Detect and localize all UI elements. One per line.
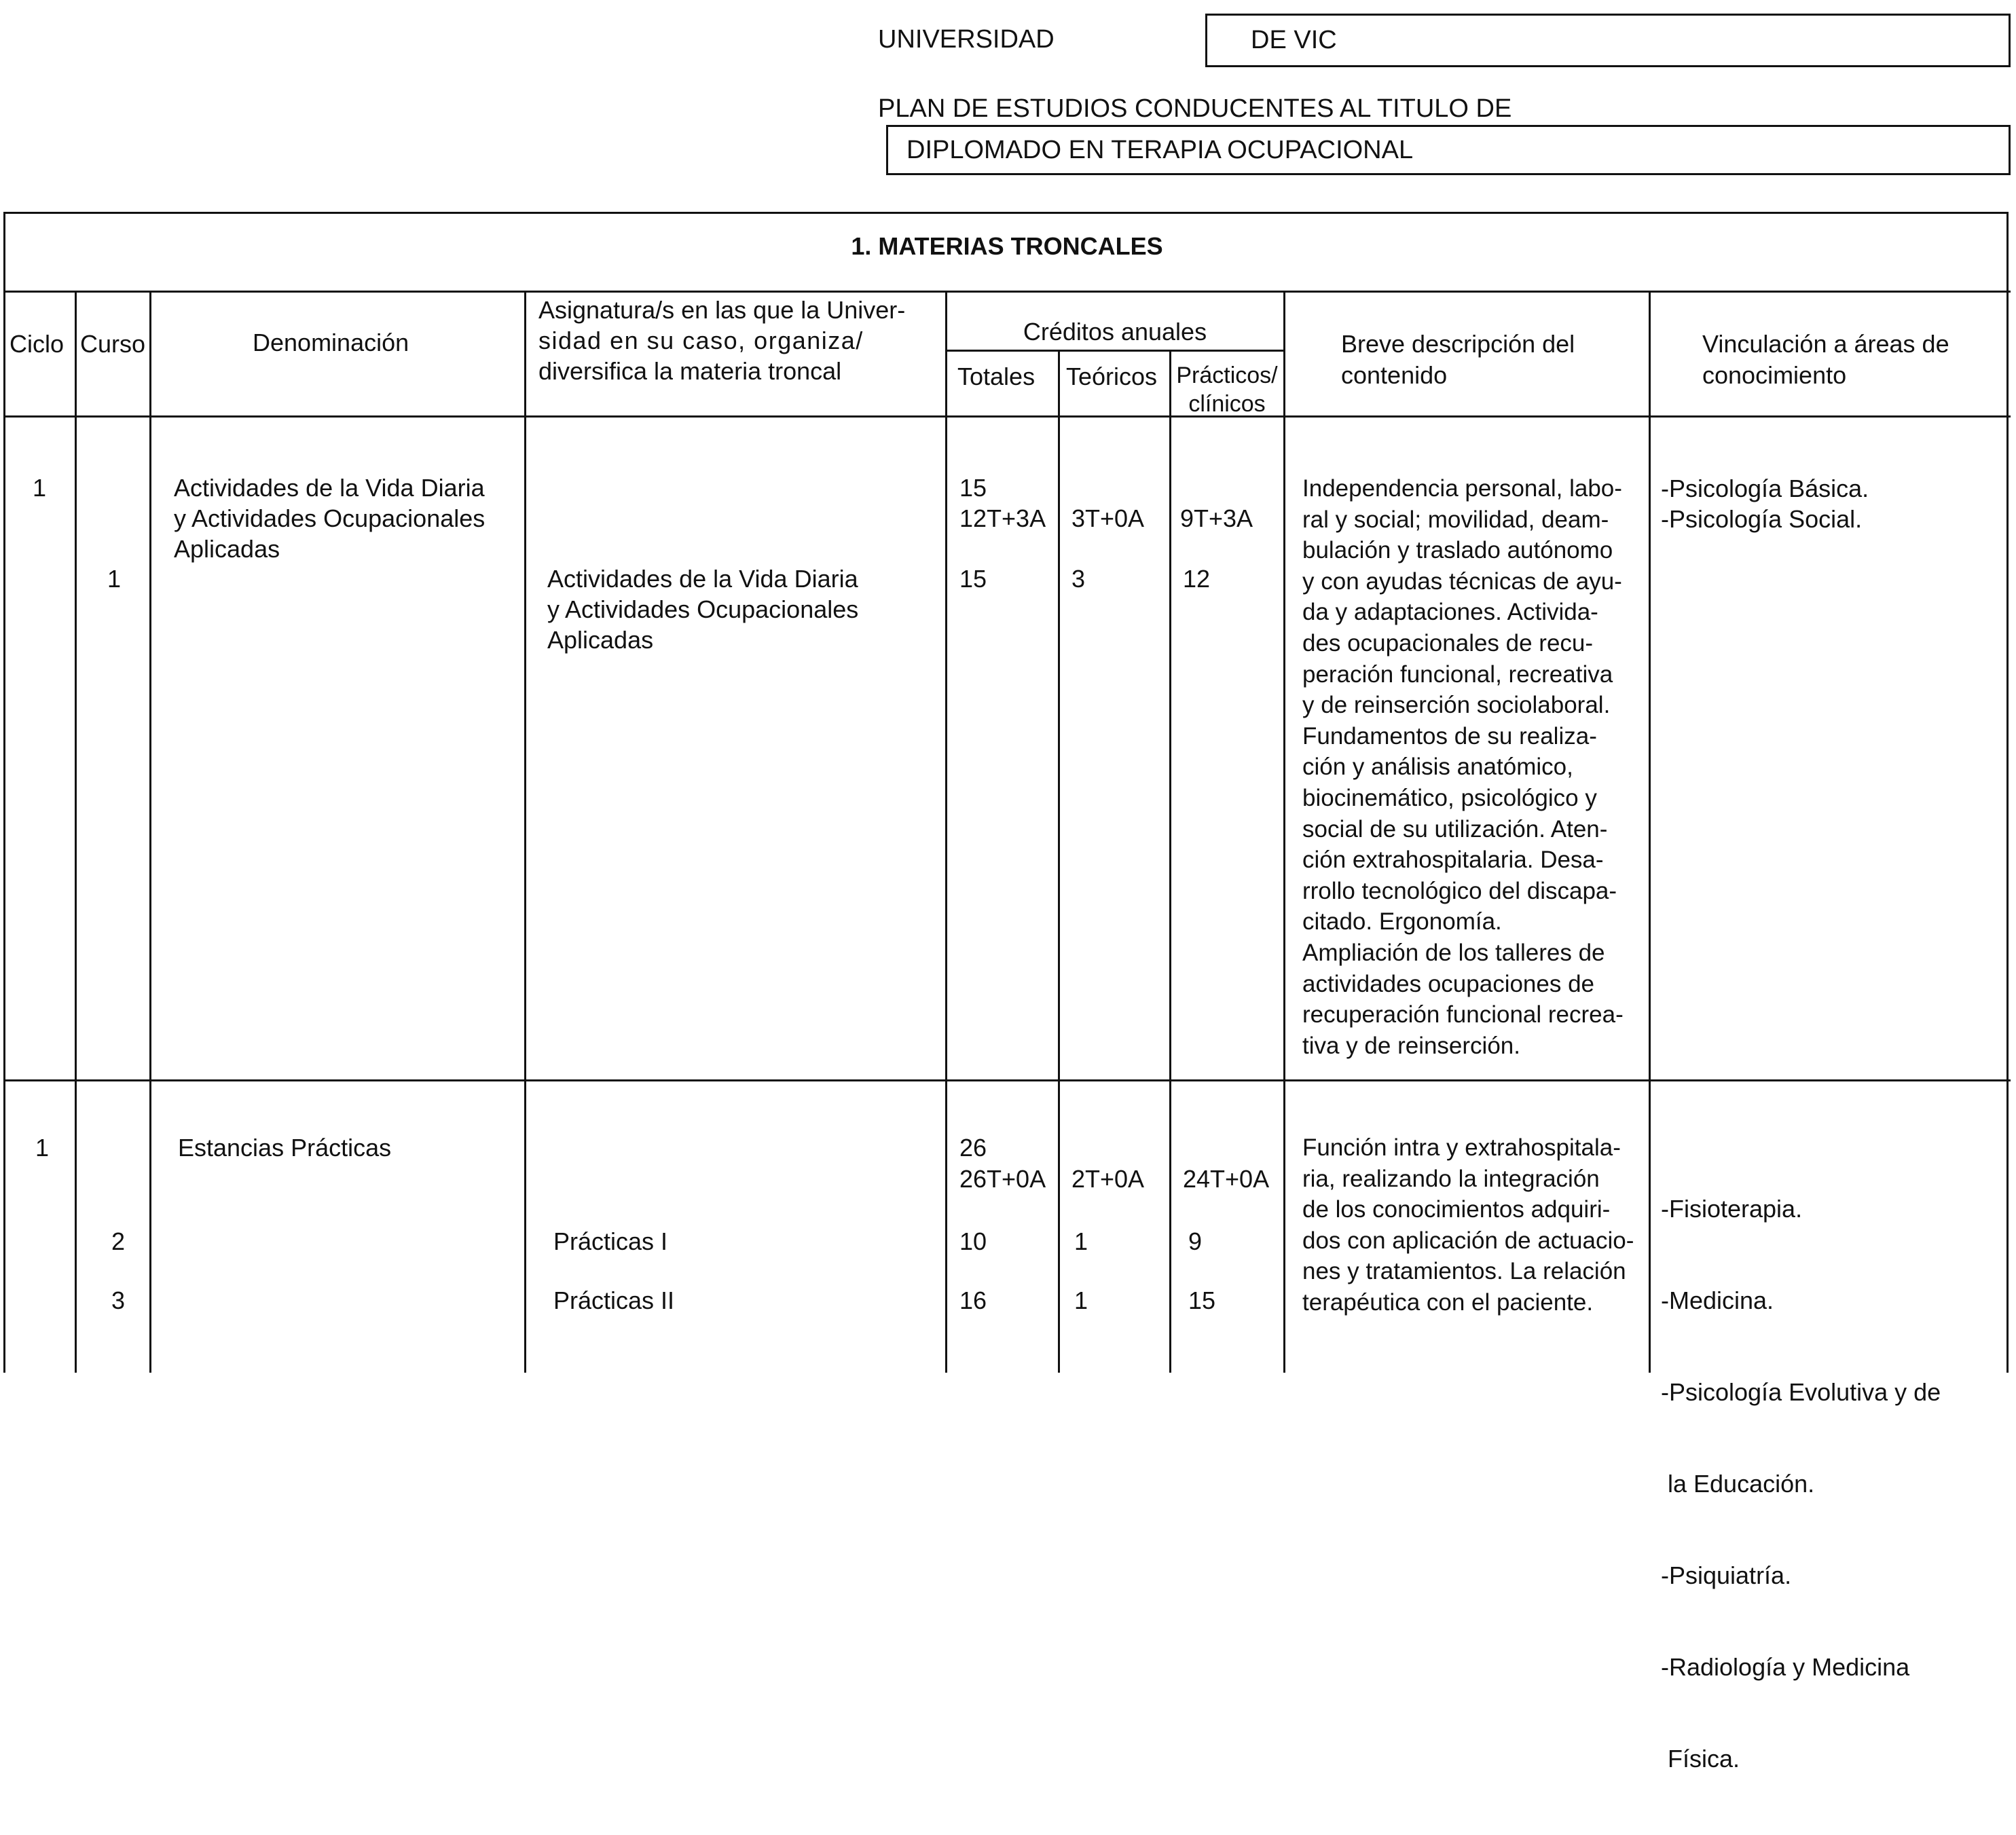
col-denominacion: Denominación	[253, 329, 409, 356]
plan-label: PLAN DE ESTUDIOS CONDUCENTES AL TITULO DE	[878, 94, 1512, 123]
sub-curso: 2	[111, 1227, 126, 1255]
row-vinculacion: -Psicología Básica. -Psicología Social.	[1661, 475, 1869, 533]
col-teoricos: Teóricos	[1066, 363, 1158, 390]
row-descripcion: Función intra y extrahospitala- ria, realizando la integración de los conocimientos adquiri- dos con aplicación de actuacio- nes y tratamientos. La relación terapéutica con el paciente.	[1302, 1134, 1634, 1316]
col-curso: Curso	[80, 330, 146, 358]
sub-totales: 16	[959, 1286, 987, 1314]
titulo-field	[886, 125, 2011, 175]
sub-totales: 10	[959, 1227, 987, 1255]
col-totales: Totales	[957, 363, 1036, 390]
row-practicos: 24T+0A	[1183, 1165, 1270, 1193]
universidad-label: UNIVERSIDAD	[878, 25, 1055, 54]
col-practicos: Prácticos/ clínicos	[1176, 363, 1278, 417]
table-title: 1. MATERIAS TRONCALES	[851, 232, 1163, 260]
sub-asignatura: Prácticas I	[553, 1227, 668, 1255]
sub-curso: 1	[107, 565, 122, 593]
col-vinculacion: Vinculación a áreas de conocimiento	[1702, 330, 1949, 389]
row-practicos: 9T+3A	[1180, 504, 1253, 532]
sub-asignatura: Prácticas II	[553, 1286, 675, 1314]
row-denominacion: Actividades de la Vida Diaria y Actividades Ocupacionales Aplicadas	[174, 474, 485, 563]
universidad-field	[1205, 14, 2011, 67]
row-descripcion: Independencia personal, labo- ral y social; movilidad, deam- bulación y traslado autónomo y con ayudas técnicas de ayu- da y adaptaciones. Activida- des ocupacionales de recu- peración funcional, recreativa y de reinserción sociolaboral. Fundamentos de su realiza- ción y análisis anatómico, biocinemático, psicológico y social de su utilización. Aten- ción extrahospitalaria. Desa- rrollo tecnológico del discapa- citado. Ergonomía. Ampliación de los talleres de actividades ocupaciones de recuperación funcional recrea- tiva y de reinserción.	[1302, 475, 1624, 1059]
sub-practicos: 9	[1188, 1227, 1203, 1255]
row-ciclo: 1	[35, 1134, 50, 1162]
col-asignatura: Asignatura/s en las que la Univer- sidad en su caso, organiza/ diversifica la materia troncal	[538, 296, 906, 385]
universidad-value: DE VIC	[1251, 26, 1337, 54]
sub-curso: 3	[111, 1286, 126, 1314]
col-descripcion: Breve descripción del contenido	[1341, 330, 1575, 389]
col-ciclo: Ciclo	[10, 330, 65, 358]
sub-totales: 15	[959, 565, 987, 593]
row-totales: 26 26T+0A	[959, 1134, 1046, 1193]
sub-teoricos: 3	[1071, 565, 1086, 593]
row-teoricos: 2T+0A	[1071, 1165, 1145, 1193]
sub-practicos: 12	[1183, 565, 1211, 593]
sub-teoricos: 1	[1074, 1227, 1088, 1255]
row-vinculacion: -Fisioterapia. -Medicina. -Psicología Evolutiva y de la Educación. -Psiquiatría. -Radiología y Medicina Física.	[1661, 1195, 1941, 1773]
row-ciclo: 1	[33, 474, 47, 502]
row-totales: 15 12T+3A	[959, 474, 1046, 532]
sub-asignatura: Actividades de la Vida Diaria y Actividades Ocupacionales Aplicadas	[547, 565, 859, 654]
col-creditos: Créditos anuales	[1023, 318, 1207, 346]
row-teoricos: 3T+0A	[1071, 504, 1145, 532]
row-denominacion: Estancias Prácticas	[178, 1134, 392, 1162]
sub-teoricos: 1	[1074, 1286, 1088, 1314]
titulo-value: DIPLOMADO EN TERAPIA OCUPACIONAL	[906, 136, 1414, 164]
sub-practicos: 15	[1188, 1286, 1216, 1314]
